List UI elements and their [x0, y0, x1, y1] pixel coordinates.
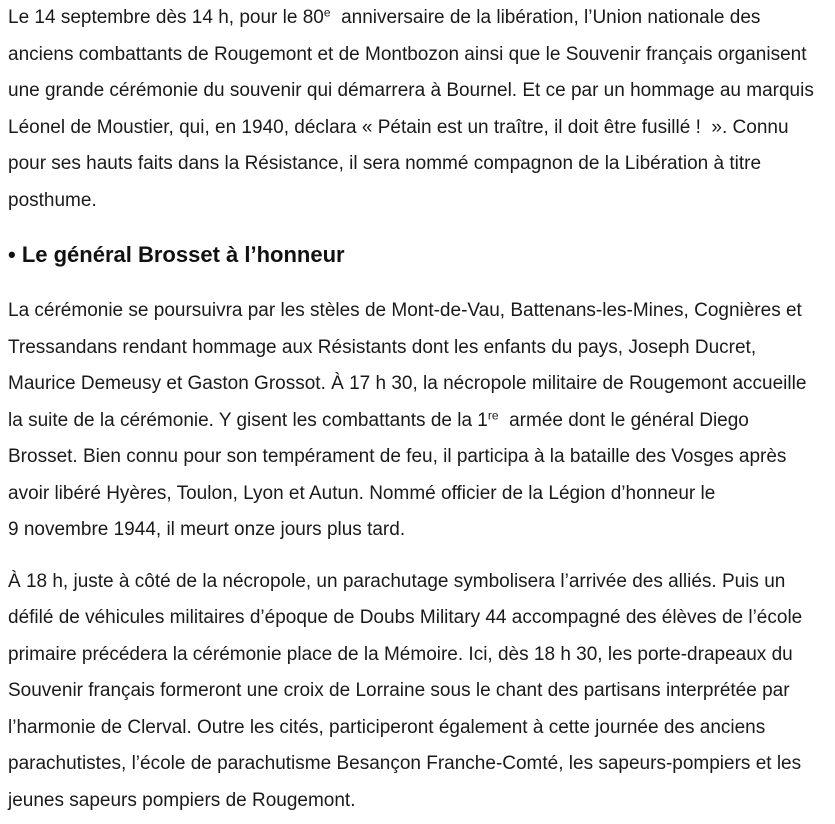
ordinal-superscript: re	[487, 408, 499, 422]
text-line	[8, 512, 828, 549]
text-segment: la suite de la cérémonie. Y gisent les combattants de la 1	[8, 409, 488, 431]
text-line	[8, 293, 828, 330]
text-segment: posthume.	[8, 189, 97, 211]
text-segment: parachutistes, l’école de parachutisme Besançon Franche-Comté, les sapeurs-pompiers et les	[8, 753, 802, 774]
text-line	[8, 403, 828, 440]
text-line	[8, 673, 828, 710]
text-line	[8, 600, 828, 637]
text-segment: l’harmonie de Clerval. Outre les cités, participeront également à cette journée des anciens	[8, 716, 766, 738]
text-segment: Maurice Demeusy et Gaston Grossot. À 17 h 30, la nécropole militaire de Rougemont accueille	[8, 373, 807, 394]
text-line	[8, 746, 828, 783]
text-line	[8, 564, 828, 601]
text-segment: La cérémonie se poursuivra par les stèles de Mont-de-Vau, Battenans-les-Mines, Cognières et	[8, 300, 802, 321]
text-line	[8, 37, 828, 74]
text-segment: primaire précédera la cérémonie place de la Mémoire. Ici, dès 18 h 30, les porte-drapeaux du	[8, 643, 793, 665]
ordinal-superscript: e	[323, 5, 331, 20]
text-segment: 9 novembre 1944, il meurt onze jours plus tard.	[8, 519, 406, 540]
text-line	[8, 146, 828, 183]
text-line	[8, 183, 828, 220]
text-line	[8, 0, 828, 37]
text-segment: À 18 h, juste à côté de la nécropole, un parachutage symbolisera l’arrivée des alliés. Puis un	[8, 570, 786, 592]
text-line	[8, 710, 828, 747]
text-segment: Brosset. Bien connu pour son tempérament de feu, il participa à la bataille des Vosges après	[8, 446, 787, 467]
ceremony-paragraph	[8, 293, 828, 549]
parade-paragraph	[8, 564, 828, 820]
text-line	[8, 241, 828, 269]
text-segment: défilé de véhicules militaires d’époque de Doubs Military 44 accompagné des élèves de l’école	[8, 607, 803, 628]
text-segment: • Le général Brosset à l’honneur	[8, 242, 345, 267]
text-line	[8, 73, 828, 110]
text-line	[8, 439, 828, 476]
text-segment: jeunes sapeurs pompiers de Rougemont.	[8, 789, 356, 811]
text-line	[8, 476, 828, 513]
text-line	[8, 637, 828, 674]
text-segment: anniversaire de la libération, l’Union nationale des	[330, 7, 761, 28]
text-line	[8, 366, 828, 403]
text-line	[8, 330, 828, 367]
text-line	[8, 783, 828, 820]
text-segment: avoir libéré Hyères, Toulon, Lyon et Autun. Nommé officier de la Légion d’honneur le	[8, 482, 716, 504]
text-segment: pour ses hauts faits dans la Résistance, il sera nommé compagnon de la Libération à titre	[8, 153, 762, 174]
text-line	[8, 110, 828, 147]
text-segment: une grande cérémonie du souvenir qui démarrera à Bournel. Et ce par un hommage au marquis	[8, 80, 814, 101]
text-segment: Léonel de Moustier, qui, en 1940, déclara « Pétain est un traître, il doit être fusillé ! ». Connu	[8, 116, 789, 138]
text-segment: armée dont le général Diego	[498, 409, 749, 431]
text-segment: Tressandans rendant hommage aux Résistants dont les enfants du pays, Joseph Ducret,	[8, 336, 757, 358]
text-segment: Le 14 septembre dès 14 h, pour le 80	[8, 7, 324, 28]
text-segment: anciens combattants de Rougemont et de Montbozon ainsi que le Souvenir français organisent	[8, 43, 807, 65]
text-segment: Souvenir français formeront une croix de Lorraine sous le chant des partisans interprétée par	[8, 680, 790, 701]
section-heading	[8, 241, 828, 269]
intro-paragraph	[8, 0, 828, 219]
